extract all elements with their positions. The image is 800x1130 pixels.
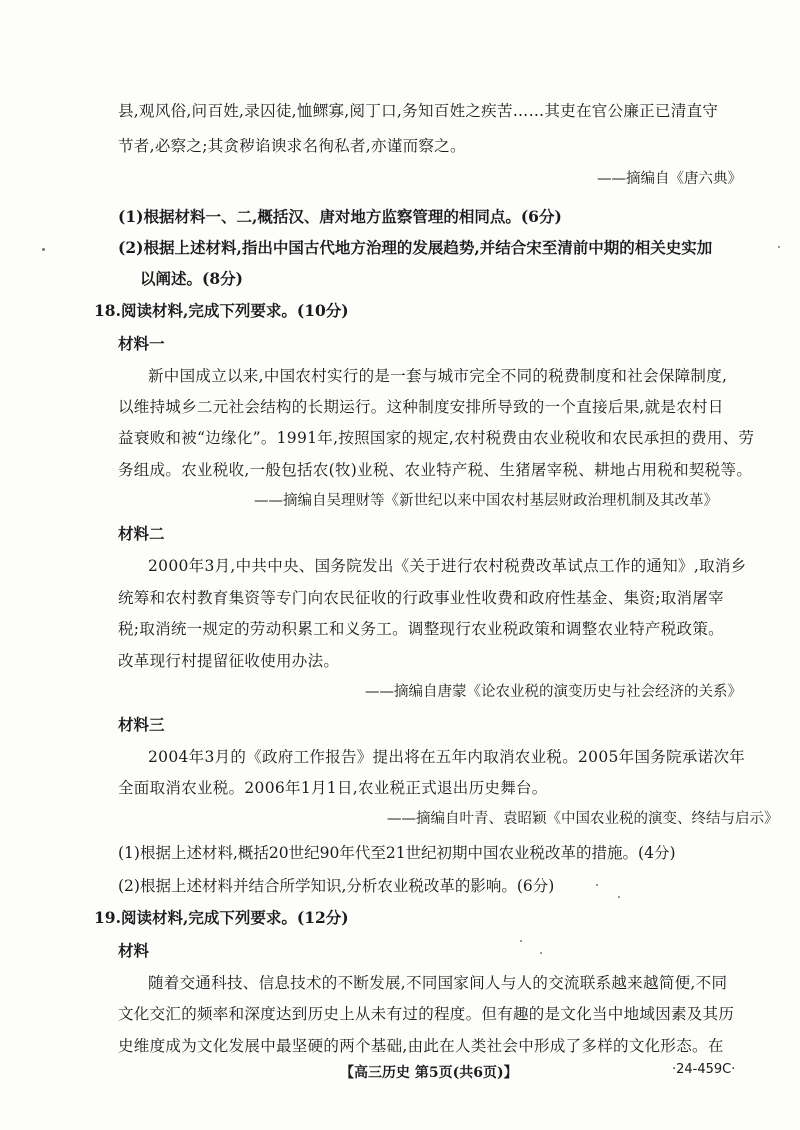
material-text-line: 务组成。农业税收,一般包括农(牧)业税、农业特产税、生猪屠宰税、耕地占用税和契税等。	[118, 461, 753, 479]
material-3-label: 材料三	[118, 715, 165, 734]
exam-code: ·24-459C·	[672, 1062, 736, 1077]
material-text-line: 全面取消农业税。2006年1月1日,农业税正式退出历史舞台。	[118, 779, 548, 797]
question-18-heading: 18.阅读材料,完成下列要求。(10分)	[94, 301, 349, 320]
question-17-part-1: (1)根据材料一、二,概括汉、唐对地方监察管理的相同点。(6分)	[118, 207, 562, 226]
material-text-line: 益衰败和被“边缘化”。1991年,按照国家的规定,农村税费由农业税收和农民承担的费用、劳	[118, 429, 755, 447]
material-text-line: 改革现行村提留征收使用办法。	[118, 652, 340, 670]
scan-speck	[520, 940, 522, 942]
material-text-line: 县,观风俗,问百姓,录囚徒,恤鳏寡,阅丁口,务知百姓之疾苦……其吏在官公廉正已清直守	[118, 102, 719, 120]
material-text-line: 税;取消统一规定的劳动积累工和义务工。调整现行农业税政策和调整农业特产税政策。	[118, 620, 724, 638]
question-19-heading: 19.阅读材料,完成下列要求。(12分)	[94, 908, 349, 927]
question-18-part-2: (2)根据上述材料并结合所学知识,分析农业税改革的影响。(6分)	[118, 877, 555, 895]
scan-speck	[540, 952, 542, 954]
material-label: 材料	[118, 941, 150, 960]
material-1-label: 材料一	[118, 334, 165, 353]
material-text-line: 统筹和农村教育集资等专门向农民征收的行政事业性收费和政府性基金、集资;取消屠宰	[118, 589, 724, 607]
material-source: ——摘编自吴理财等《新世纪以来中国农村基层财政治理机制及其改革》	[254, 493, 718, 509]
material-text-line: 2004年3月的《政府工作报告》提出将在五年内取消农业税。2005年国务院承诺次年	[148, 748, 746, 766]
material-2-label: 材料二	[118, 524, 165, 543]
page-number: 【高三历史 第5页(共6页)】	[340, 1065, 518, 1081]
scan-speck	[596, 884, 598, 886]
material-source: ——摘编自唐蒙《论农业税的演变历史与社会经济的关系》	[365, 684, 742, 700]
question-17-part-2-cont: 以阐述。(8分)	[140, 269, 243, 288]
material-text-line: 节者,必察之;其贪秽谄谀求名徇私者,亦谨而察之。	[118, 137, 466, 155]
material-text-line: 新中国成立以来,中国农村实行的是一套与城市完全不同的税费制度和社会保障制度,	[148, 367, 728, 385]
page-footer	[0, 1062, 800, 1086]
scan-speck	[618, 896, 620, 898]
material-text-line: 2000年3月,中共中央、国务院发出《关于进行农村税费改革试点工作的通知》,取消乡	[148, 557, 747, 575]
question-18-part-1: (1)根据上述材料,概括20世纪90年代至21世纪初期中国农业税改革的措施。(4分)	[118, 844, 676, 862]
material-text-line: 以维持城乡二元社会结构的长期运行。这种制度安排所导致的一个直接后果,就是农村日	[118, 398, 724, 416]
material-text-line: 随着交通科技、信息技术的不断发展,不同国家间人与人的交流联系越来越简便,不同	[148, 974, 728, 992]
material-text-line: 文化交汇的频率和深度达到历史上从未有过的程度。但有趣的是文化当中地域因素及其历	[118, 1005, 735, 1023]
material-source: ——摘编自叶青、袁昭颖《中国农业税的演变、终结与启示》	[387, 811, 779, 827]
scan-speck	[42, 248, 45, 251]
material-text-line: 史维度成为文化发展中最坚硬的两个基础,由此在人类社会中形成了多样的文化形态。在	[118, 1037, 724, 1055]
material-source: ——摘编自《唐六典》	[597, 171, 742, 187]
scan-speck	[778, 246, 780, 248]
question-17-part-2: (2)根据上述材料,指出中国古代地方治理的发展趋势,并结合宋至清前中期的相关史实加	[118, 238, 713, 257]
